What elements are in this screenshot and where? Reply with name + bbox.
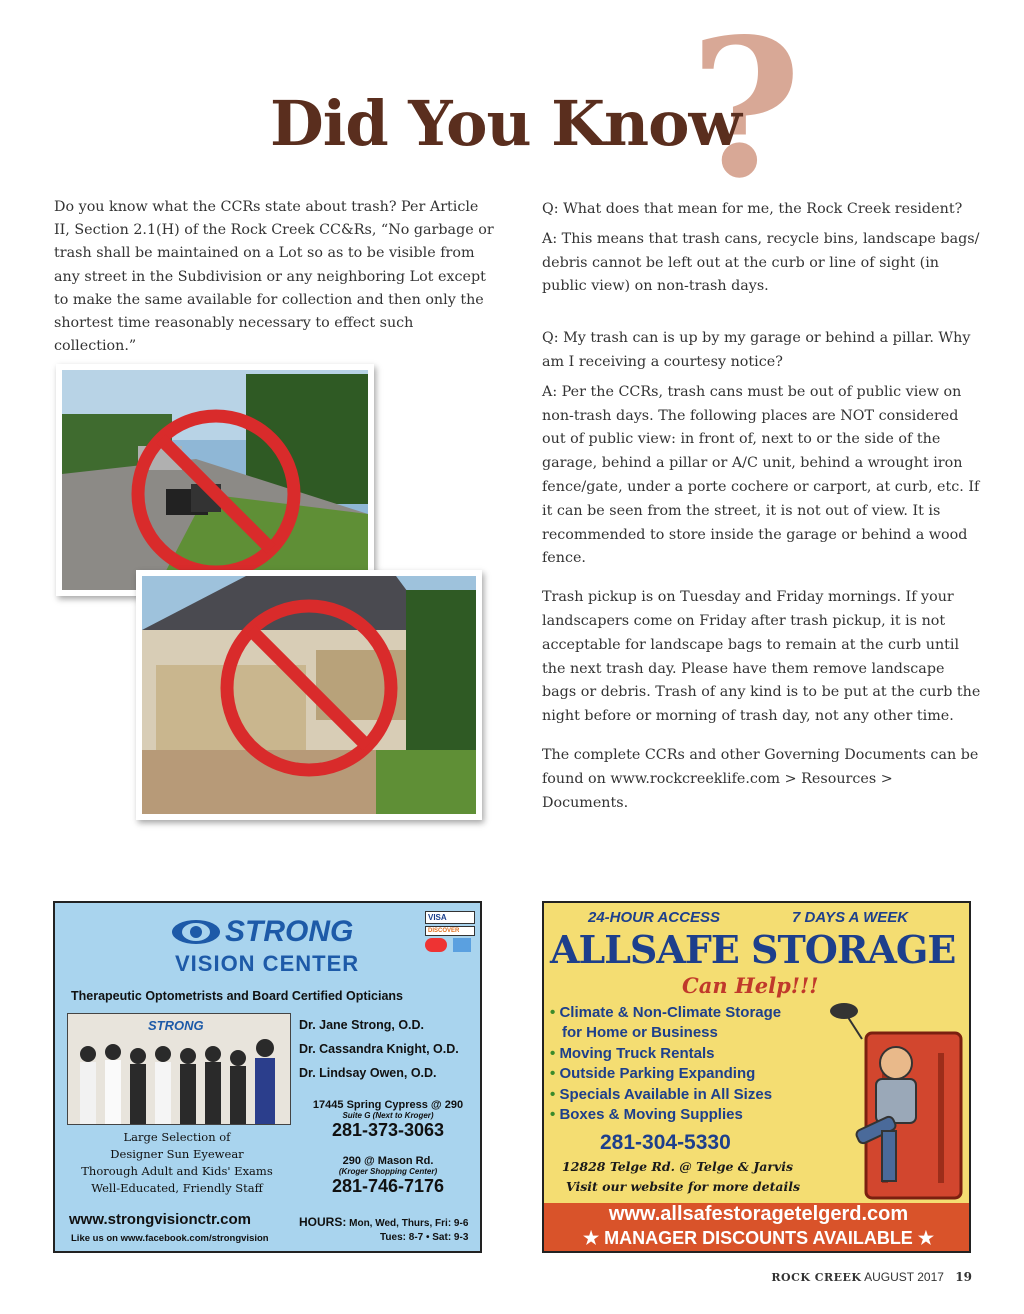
footer-issue: AUGUST 2017 bbox=[864, 1270, 944, 1284]
doctor-2: Dr. Cassandra Knight, O.D. bbox=[299, 1042, 459, 1056]
location-1: 17445 Spring Cypress @ 290 Suite G (Next to Kroger) 281-373-3063 bbox=[303, 1099, 473, 1141]
strong-website-link[interactable]: www.strongvisionctr.com bbox=[69, 1211, 251, 1228]
phone-2[interactable]: 281-746-7176 bbox=[331, 1176, 445, 1196]
allsafe-phone[interactable]: 281-304-5330 bbox=[600, 1131, 731, 1154]
footer-brand: ROCK CREEK bbox=[771, 1271, 862, 1284]
trash-pickup-paragraph: Trash pickup is on Tuesday and Friday mornings. If your landscapers come on Friday after trash pickup, it is not acceptable for landscape bags to remain at the curb until the next trash day. Please have them remove landscape bags or debris. Trash of any kind is to be put at the curb the night before or morning of trash day, not any other time. bbox=[542, 589, 981, 725]
vision-center-name: VISION CENTER bbox=[175, 951, 360, 976]
allsafe-hours-label: 24-HOUR ACCESS bbox=[588, 909, 720, 926]
card-logos bbox=[425, 911, 475, 957]
answer-1: A: This means that trash cans, recycle bins, landscape bags/ debris cannot be left out at the curb or line of sight (in public view) on non-trash days. bbox=[542, 230, 980, 295]
allsafe-storage-ad[interactable] bbox=[542, 901, 971, 1253]
allsafe-discount-text: ★ MANAGER DISCOUNTS AVAILABLE ★ bbox=[583, 1228, 934, 1248]
mastercard-icon bbox=[425, 938, 447, 952]
strong-tagline: Therapeutic Optometrists and Board Certified Opticians bbox=[71, 989, 404, 1003]
allsafe-visit-text: Visit our website for more details bbox=[566, 1179, 801, 1194]
documents-paragraph: The complete CCRs and other Governing Documents can be found on www.rockcreeklife.com > Resources > Documents. bbox=[542, 746, 979, 811]
visa-logo: VISA bbox=[425, 911, 475, 924]
question-2: Q: My trash can is up by my garage or behind a pillar. Why am I receiving a courtesy notice? bbox=[542, 330, 971, 370]
question-1: Q: What does that mean for me, the Rock Creek resident? bbox=[542, 201, 963, 217]
list-item: • Boxes & Moving Supplies bbox=[550, 1106, 743, 1124]
phone-1[interactable]: 281-373-3063 bbox=[331, 1120, 445, 1140]
intro-paragraph: Do you know what the CCRs state about trash? Per Article II, Section 2.1(H) of the Rock Creek CC&Rs, “No garbage or trash shall be maintained on a Lot so as to be visible from any street in the Subdivision or any neighboring Lot except to make the same available for collection and then only the shortest time reasonably necessary to effect such collection.” bbox=[54, 199, 494, 355]
list-item: • Outside Parking Expanding bbox=[550, 1065, 756, 1083]
strong-facebook-link[interactable]: Like us on www.facebook.com/strongvision bbox=[71, 1233, 269, 1244]
curb-trash-photo bbox=[56, 364, 374, 596]
question-mark-graphic: ? bbox=[690, 0, 802, 220]
eye-logo-icon bbox=[171, 919, 221, 945]
allsafe-can-help: Can Help!!! bbox=[682, 973, 819, 998]
list-item: for Home or Business bbox=[562, 1024, 718, 1042]
allsafe-website-link[interactable]: www.allsafestoragetelgerd.com bbox=[608, 1203, 909, 1225]
doctor-list bbox=[299, 1013, 459, 1085]
mover-cartoon-graphic bbox=[826, 993, 971, 1203]
staff-photo bbox=[67, 1013, 291, 1125]
allsafe-name: ALLSAFE STORAGE bbox=[550, 927, 956, 972]
allsafe-days-label: 7 DAYS A WEEK bbox=[792, 909, 909, 926]
staff-photo-sign: STRONG bbox=[148, 1018, 204, 1033]
location-2: 290 @ Mason Rd. (Kroger Shopping Center) 281-746-7176 bbox=[303, 1155, 473, 1197]
allsafe-address: 12828 Telge Rd. @ Telge & Jarvis bbox=[562, 1159, 794, 1174]
list-item: • Moving Truck Rentals bbox=[550, 1044, 715, 1062]
allsafe-services-list bbox=[550, 1003, 781, 1125]
answer-2: A: Per the CCRs, trash cans must be out of public view on non-trash days. The following places are NOT considered out of public view: in front of, next to or the side of the garage, behind a pillar or A/C unit, behind a wrought iron fence/gate, under a porte cochere or carport, at curb, etc. If it can be seen from the street, it is not out of view. It is recommended to store inside the garage or behind a wood fence. bbox=[542, 383, 980, 567]
strong-name: STRONG bbox=[225, 915, 354, 948]
amex-icon bbox=[453, 938, 471, 952]
right-column bbox=[542, 198, 982, 830]
list-item: • Specials Available in All Sizes bbox=[550, 1085, 773, 1103]
features-list: Large Selection of Designer Sun Eyewear Thorough Adult and Kids' Exams Well-Educated, Friendly Staff bbox=[81, 1130, 273, 1195]
garage-trash-photo bbox=[136, 570, 482, 820]
doctor-3: Dr. Lindsay Owen, O.D. bbox=[299, 1066, 437, 1080]
discover-logo: DISCOVER bbox=[425, 926, 475, 936]
left-column bbox=[54, 196, 494, 358]
page-number: 19 bbox=[955, 1270, 972, 1284]
page-footer bbox=[771, 1270, 972, 1284]
page-title: Did You Know bbox=[270, 87, 741, 160]
hours-block: HOURS: Mon, Wed, Thurs, Fri: 9-6 Tues: 8-7 • Sat: 9-3 bbox=[299, 1215, 469, 1243]
doctor-1: Dr. Jane Strong, O.D. bbox=[299, 1018, 425, 1032]
list-item: • Climate & Non-Climate Storage bbox=[550, 1004, 782, 1021]
strong-vision-ad[interactable] bbox=[53, 901, 482, 1253]
